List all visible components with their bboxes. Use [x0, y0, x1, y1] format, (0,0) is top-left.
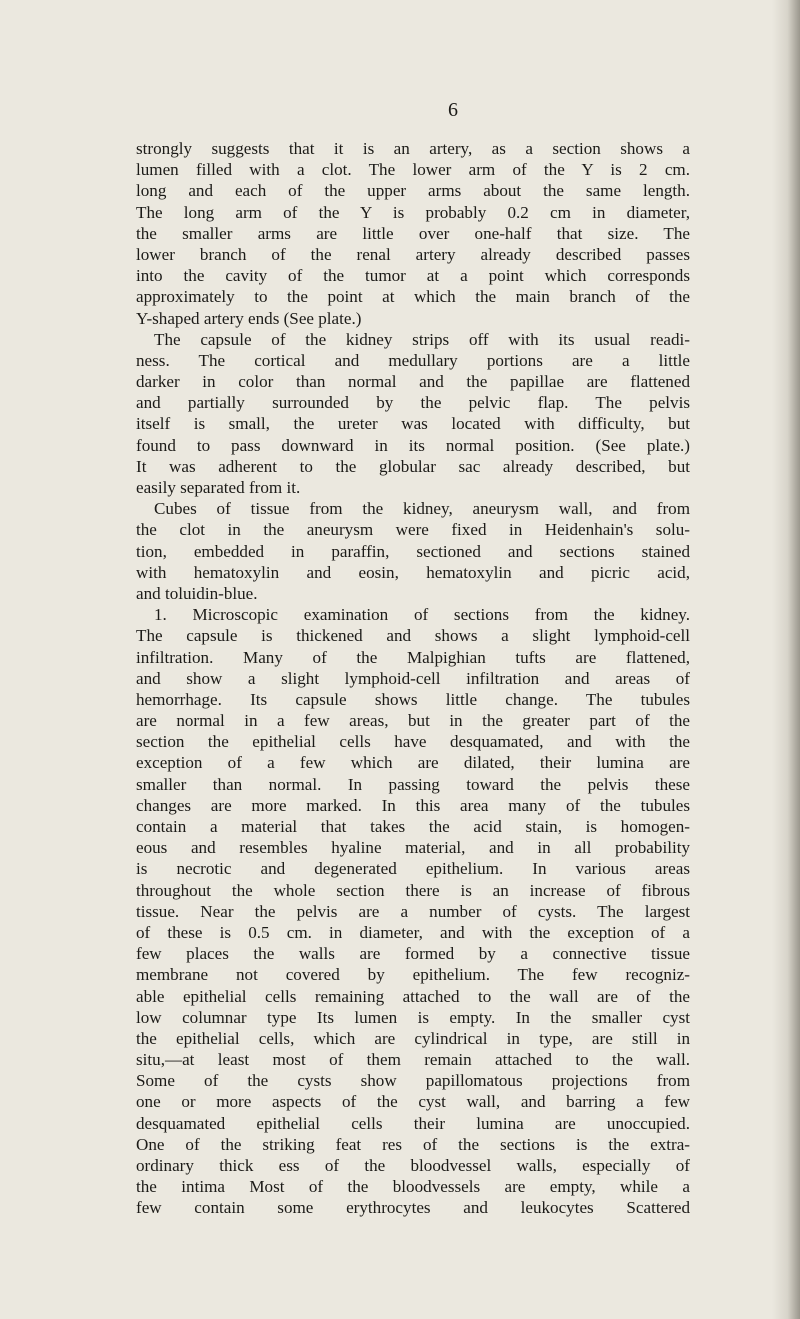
text-line: darker in color than normal and the papillae are flattened — [136, 372, 690, 392]
text-line: Y-shaped artery ends (See plate.) — [136, 308, 362, 328]
text-line: exception of a few which are dilated, their lumina are — [136, 753, 690, 773]
text-line: is necrotic and degenerated epithelium. In various areas — [136, 859, 690, 879]
text-line: long and each of the upper arms about the same length. — [136, 181, 690, 201]
text-line: Cubes of tissue from the kidney, aneurysm wall, and from — [154, 499, 690, 519]
text-line: One of the striking feat res of the sections is the extra- — [136, 1134, 690, 1154]
text-line: and toluidin-blue. — [136, 583, 258, 603]
text-line: situ,—at least most of them remain attached to the wall. — [136, 1050, 690, 1070]
text-line: ness. The cortical and medullary portions are a little — [136, 350, 690, 370]
text-line: membrane not covered by epithelium. The few recogniz- — [136, 965, 690, 985]
text-line: Some of the cysts show papillomatous projections from — [136, 1071, 690, 1091]
text-line: itself is small, the ureter was located with difficulty, but — [136, 414, 690, 434]
text-line: the epithelial cells, which are cylindrical in type, are still in — [136, 1028, 690, 1048]
text-line: eous and resembles hyaline material, and in all probability — [136, 838, 690, 858]
text-line: smaller than normal. In passing toward the pelvis these — [136, 774, 690, 794]
text-line: tion, embedded in paraffin, sectioned and sections stained — [136, 541, 690, 561]
text-line: low columnar type Its lumen is empty. In the smaller cyst — [136, 1007, 690, 1027]
text-line: the intima Most of the bloodvessels are empty, while a — [136, 1177, 690, 1197]
text-line: few places the walls are formed by a connective tissue — [136, 944, 690, 964]
text-line: and partially surrounded by the pelvic flap. The pelvis — [136, 393, 690, 413]
text-line: lower branch of the renal artery already described passes — [136, 244, 690, 264]
page-edge-shadow — [772, 0, 800, 1319]
text-line: the clot in the aneurysm were fixed in Heidenhain's solu- — [136, 520, 690, 540]
text-line: The capsule is thickened and shows a slight lymphoid-cell — [136, 626, 690, 646]
text-line: lumen filled with a clot. The lower arm of the Y is 2 cm. — [136, 160, 690, 180]
text-line: one or more aspects of the cyst wall, and barring a few — [136, 1092, 690, 1112]
text-line: ordinary thick ess of the bloodvessel walls, especially of — [136, 1156, 690, 1175]
text-line: 1. Microscopic examination of sections from the kidney. — [154, 605, 690, 625]
text-line: tissue. Near the pelvis are a number of cysts. The largest — [136, 901, 690, 921]
text-line: The long arm of the Y is probably 0.2 cm in diameter, — [136, 202, 690, 222]
text-line: hemorrhage. Its capsule shows little change. The tubules — [136, 689, 690, 709]
text-line: are normal in a few areas, but in the greater part of the — [136, 711, 690, 731]
text-line: contain a material that takes the acid stain, is homogen- — [136, 817, 690, 836]
text-line: of these is 0.5 cm. in diameter, and with the exception of a — [136, 922, 690, 942]
text-line: infiltration. Many of the Malpighian tufts are flattened, — [136, 647, 690, 667]
text-line: strongly suggests that it is an artery, as a section shows a — [136, 139, 690, 158]
text-line: throughout the whole section there is an increase of fibrous — [136, 880, 690, 900]
text-line: the smaller arms are little over one-half that size. The — [136, 223, 690, 243]
text-line: It was adherent to the globular sac already described, but — [136, 456, 690, 476]
text-line: approximately to the point at which the main branch of the — [136, 287, 690, 307]
body-text — [136, 138, 690, 1219]
text-line: desquamated epithelial cells their lumina are unoccupied. — [136, 1113, 690, 1133]
text-line: section the epithelial cells have desquamated, and with the — [136, 732, 690, 752]
text-line: changes are more marked. In this area many of the tubules — [136, 795, 690, 815]
text-line: with hematoxylin and eosin, hematoxylin and picric acid, — [136, 562, 690, 582]
page-number: 6 — [448, 99, 458, 121]
text-line: able epithelial cells remaining attached to the wall are of the — [136, 986, 690, 1006]
text-line: found to pass downward in its normal position. (See plate.) — [136, 435, 690, 455]
text-line: few contain some erythrocytes and leukocytes Scattered — [136, 1198, 690, 1218]
text-line: The capsule of the kidney strips off with its usual readi- — [154, 329, 690, 349]
text-line: into the cavity of the tumor at a point which corresponds — [136, 266, 690, 286]
text-line: easily separated from it. — [136, 478, 301, 497]
text-line: and show a slight lymphoid-cell infiltration and areas of — [136, 668, 690, 688]
